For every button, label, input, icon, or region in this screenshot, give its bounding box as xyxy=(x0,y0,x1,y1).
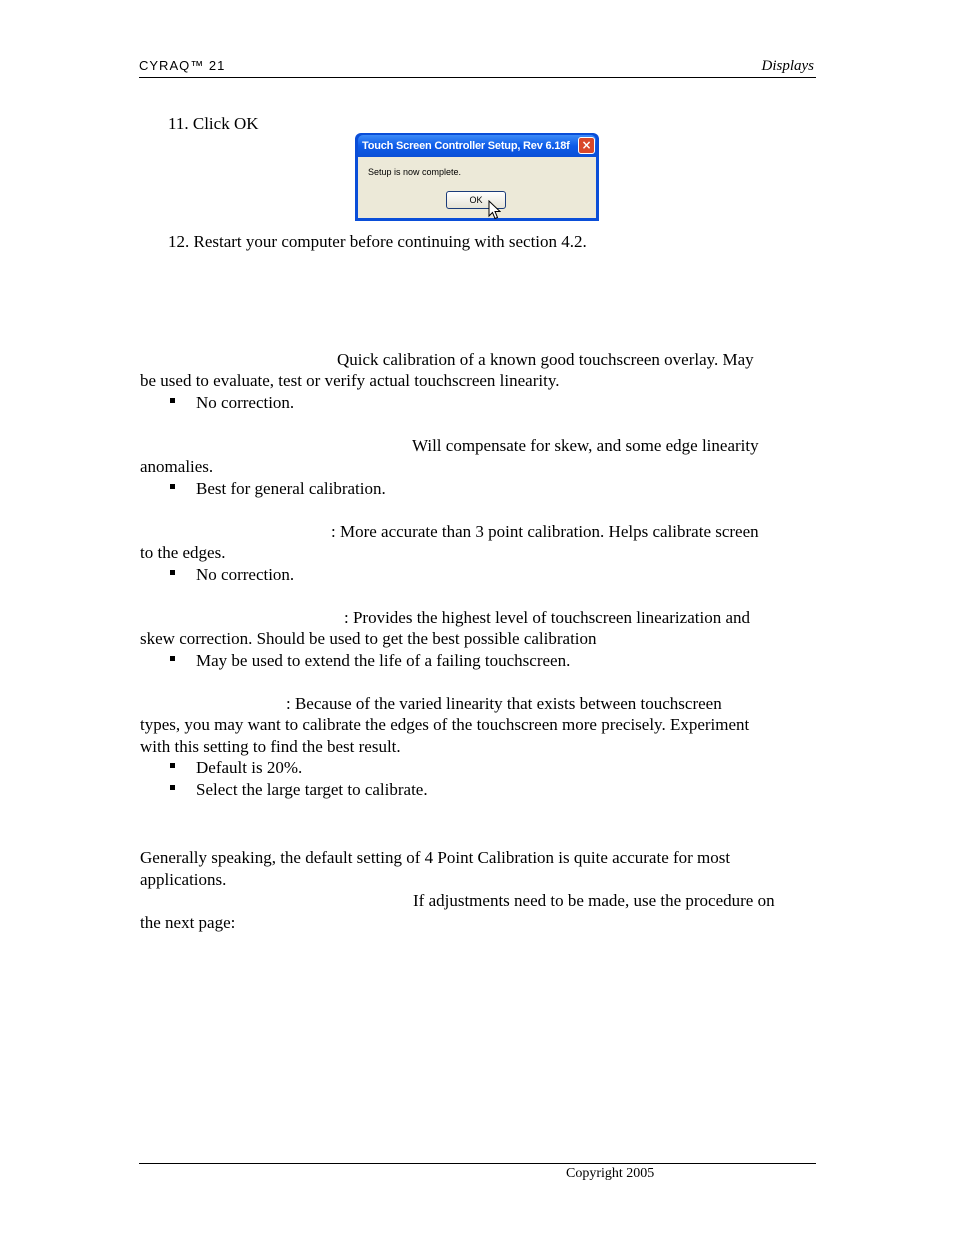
document-header-title: CYRAQ™ 21 xyxy=(139,58,226,73)
ok-button[interactable]: OK xyxy=(446,191,506,209)
dialog-body xyxy=(358,157,596,218)
bullet-square-icon xyxy=(170,570,175,575)
option-2-line-2: anomalies. xyxy=(140,457,214,476)
option-1-line-1: Quick calibration of a known good touchscreen overlay. May xyxy=(337,350,754,369)
document-header-section: Displays xyxy=(761,58,814,74)
footer-copyright: Copyright 2005 xyxy=(566,1166,655,1181)
bullet-square-icon xyxy=(170,656,175,661)
bullet-square-icon xyxy=(170,484,175,489)
option-3-line-2: to the edges. xyxy=(140,543,226,562)
option-1-line-2: be used to evaluate, test or verify actual touchscreen linearity. xyxy=(140,371,560,390)
bullet-square-icon xyxy=(170,763,175,768)
summary-line-4: the next page: xyxy=(140,913,236,932)
bullet-square-icon xyxy=(170,785,175,790)
option-4-line-1: : Provides the highest level of touchscreen linearization and xyxy=(344,608,750,627)
mouse-pointer-icon xyxy=(488,200,501,220)
bullet-square-icon xyxy=(170,398,175,403)
setup-complete-dialog xyxy=(355,133,599,221)
summary-line-1: Generally speaking, the default setting of 4 Point Calibration is quite accurate for most xyxy=(140,848,731,867)
summary-line-2: applications. xyxy=(140,870,227,889)
summary-line-3: If adjustments need to be made, use the procedure on xyxy=(413,891,775,910)
dialog-message: Setup is now complete. xyxy=(368,167,462,177)
option-3-line-1: : More accurate than 3 point calibration. Helps calibrate screen xyxy=(331,522,759,541)
option-5-line-2: types, you may want to calibrate the edges of the touchscreen more precisely. Experiment xyxy=(140,715,750,734)
option-5-line-1: : Because of the varied linearity that exists between touchscreen xyxy=(286,694,722,713)
dialog-title-bar[interactable] xyxy=(358,135,596,157)
footer-rule xyxy=(139,1163,816,1164)
step-12: 12. Restart your computer before continuing with section 4.2. xyxy=(168,232,587,251)
option-4-line-2: skew correction. Should be used to get the best possible calibration xyxy=(140,629,597,648)
step-11: 11. Click OK xyxy=(168,114,259,133)
option-5-line-3: with this setting to find the best result. xyxy=(140,737,401,756)
header-rule xyxy=(139,77,816,78)
close-icon[interactable]: × xyxy=(578,137,595,154)
dialog-title: Touch Screen Controller Setup, Rev 6.18f xyxy=(362,140,570,152)
option-2-line-1: Will compensate for skew, and some edge linearity xyxy=(412,436,759,455)
